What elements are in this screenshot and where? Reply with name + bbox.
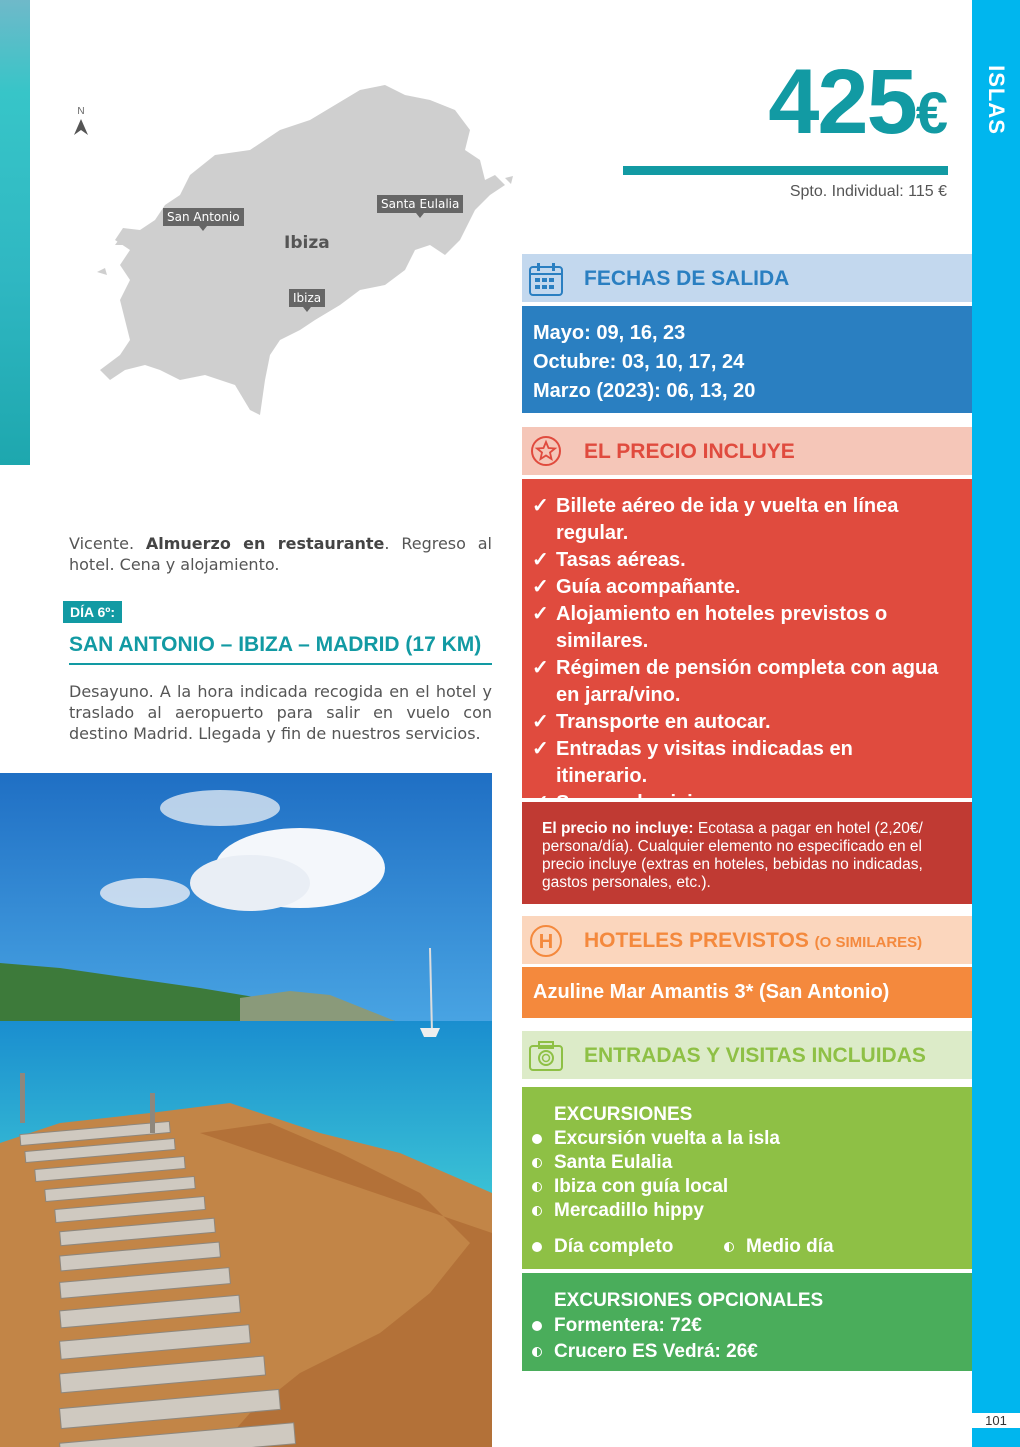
map-island-title: Ibiza [284, 233, 330, 253]
hotel-h-icon [528, 923, 564, 959]
include-item [532, 655, 948, 709]
include-item [532, 547, 948, 574]
excursion-legend [532, 1235, 972, 1259]
map-label-santa-eulalia: Santa Eulalia [377, 195, 463, 213]
hotel-line: Azuline Mar Amantis 3* (San Antonio) [522, 967, 972, 1018]
hotels-heading-small: (O SIMILARES) [814, 934, 923, 951]
full-day-icon [532, 1321, 542, 1331]
svg-text:H: H [538, 931, 554, 953]
price-value: 425 [768, 51, 916, 153]
half-day-icon [532, 1347, 542, 1357]
map-label-san-antonio: San Antonio [163, 208, 244, 226]
day-title: SAN ANTONIO – IBIZA – MADRID (17 KM) [69, 633, 492, 665]
include-item-text: Billete aéreo de ida y vuelta en línea regular. [556, 495, 899, 544]
half-day-icon [532, 1182, 542, 1192]
sea-photo-strip [0, 0, 30, 465]
check-icon: ✓ [532, 711, 549, 733]
hotels-heading: HOTELES PREVISTOS [584, 929, 809, 952]
camera-icon [528, 1038, 564, 1074]
map-label-ibiza-town: Ibiza [289, 289, 325, 307]
legend-full-day [532, 1235, 673, 1259]
include-item-text: Tasas aéreas. [556, 549, 686, 571]
optional-label: Formentera: 72€ [554, 1315, 702, 1336]
excursion-item [532, 1175, 972, 1199]
excursion-item [532, 1199, 972, 1223]
half-day-icon [532, 1206, 542, 1216]
excursion-label: Ibiza con guía local [554, 1176, 729, 1197]
optional-label: Crucero ES Vedrá: 26€ [554, 1341, 758, 1362]
half-day-icon [532, 1158, 542, 1168]
check-icon: ✓ [532, 549, 549, 571]
legend-half-label: Medio día [746, 1236, 834, 1257]
excursion-label: Mercadillo hippy [554, 1200, 704, 1221]
single-supplement: Spto. Individual: 115 € [789, 183, 947, 200]
full-day-icon [532, 1242, 542, 1252]
departure-line: Octubre: 03, 10, 17, 24 [533, 351, 745, 373]
check-icon: ✓ [532, 657, 549, 679]
day-badge: DÍA 6º: [63, 601, 122, 623]
includes-list [522, 479, 972, 798]
excursions-title: EXCURSIONES [554, 1104, 693, 1125]
visits-heading: ENTRADAS Y VISITAS INCLUIDAS [584, 1044, 926, 1067]
departures-heading: FECHAS DE SALIDA [584, 267, 790, 290]
departure-line: Mayo: 09, 16, 23 [533, 322, 686, 344]
legend-half-day [724, 1235, 834, 1259]
optional-item [532, 1313, 972, 1339]
include-item-text: Guía acompañante. [556, 576, 741, 598]
intro-end: . Regreso al hotel. Cena y alojamiento. [69, 534, 493, 574]
half-day-icon [724, 1242, 734, 1252]
check-icon: ✓ [532, 738, 549, 760]
includes-header [522, 427, 972, 475]
include-item-text: Alojamiento en hoteles previstos o similares. [556, 603, 888, 652]
itinerary-intro [69, 533, 492, 575]
sidebar-label [972, 62, 1020, 142]
include-item [532, 574, 948, 601]
excursion-label: Excursión vuelta a la isla [554, 1128, 780, 1149]
check-icon: ✓ [532, 576, 549, 598]
not-included-text: Ecotasa a pagar en hotel (2,20€/ persona/día). Cualquier elemento no especificado en el precio incluye (extras en hoteles, bebidas no indicadas, gastos personales, etc.). [542, 820, 923, 891]
legend-full-label: Día completo [554, 1236, 674, 1257]
optional-excursions-title: EXCURSIONES OPCIONALES [554, 1290, 824, 1311]
price-currency: € [915, 81, 946, 146]
excursion-item [532, 1151, 972, 1175]
price-underline [623, 166, 948, 175]
intro-start: Vicente. [69, 534, 146, 553]
not-included-label: El precio no incluye: [542, 820, 694, 837]
include-item [532, 736, 948, 790]
include-item [532, 601, 948, 655]
excursion-item [532, 1127, 972, 1151]
calendar-icon [528, 261, 564, 297]
includes-heading: EL PRECIO INCLUYE [584, 440, 795, 463]
not-included-note [522, 802, 972, 904]
optional-excursions-box [522, 1273, 972, 1371]
check-icon: ✓ [532, 603, 549, 625]
hotels-header [522, 916, 972, 964]
island-shape [85, 80, 525, 430]
check-icon: ✓ [532, 495, 549, 517]
compass-north-icon [73, 106, 89, 142]
full-day-icon [532, 1134, 542, 1144]
beach-photo [0, 773, 492, 1447]
compass-label: N [77, 106, 85, 117]
page-number: 101 [972, 1413, 1020, 1428]
star-badge-icon [528, 434, 564, 470]
departure-line: Marzo (2023): 06, 13, 20 [533, 380, 756, 402]
section-sidebar [972, 0, 1020, 1447]
include-item-text: Transporte en autocar. [556, 711, 771, 733]
day-description: Desayuno. A la hora indicada recogida en el hotel y traslado al aeropuerto para salir en vuelo con destino Madrid. Llegada y fin de nuestros servicios. [69, 682, 492, 743]
departures-list [522, 306, 972, 413]
include-item-text: Régimen de pensión completa con agua en jarra/vino. [556, 657, 939, 706]
ibiza-map [77, 80, 525, 430]
optional-item [532, 1339, 972, 1365]
visits-header [522, 1031, 972, 1079]
sidebar-label-text: ISLAS [984, 65, 1009, 135]
intro-bold: Almuerzo en restaurante [145, 534, 385, 553]
include-item [532, 709, 948, 736]
departures-header [522, 254, 972, 302]
include-item [532, 493, 948, 547]
excursions-box [522, 1087, 972, 1269]
price-amount [768, 52, 946, 164]
excursion-label: Santa Eulalia [554, 1152, 673, 1173]
include-item-text: Entradas y visitas indicadas en itinerario. [556, 738, 853, 787]
